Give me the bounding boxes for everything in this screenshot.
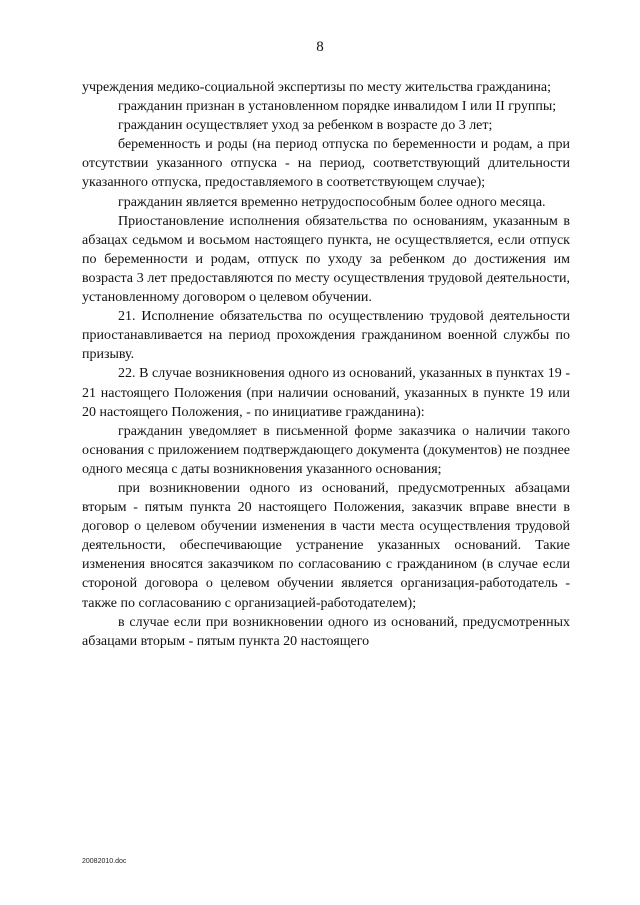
document-body: [82, 78, 570, 651]
paragraph-clause-22: 22. В случае возникновения одного из оснований, указанных в пунктах 19 - 21 настоящего Положения (при наличии оснований, указанных в пункте 19 или 20 настоящего Положения, - по инициативе гражданина):: [82, 366, 570, 420]
paragraph: Приостановление исполнения обязательства по основаниям, указанным в абзацах седьмом и восьмом настоящего пункта, не осуществляется, если отпуск по беременности и родам, отпуск по уходу за ребенком до достижения им возраста 3 лет предоставляются по месту осуществления трудовой деятельности, установленному договором о целевом обучении.: [82, 213, 570, 306]
footer-filename: 20082010.doc: [82, 858, 127, 865]
paragraph: в случае если при возникновении одного из оснований, предусмотренных абзацами вторым - пятым пункта 20 настоящего: [82, 614, 570, 649]
page-number: 8: [316, 39, 324, 55]
paragraph-continuation: учреждения медико-социальной экспертизы по месту жительства гражданина;: [82, 80, 552, 95]
paragraph-clause-21: 21. Исполнение обязательства по осуществлению трудовой деятельности приостанавливается на период прохождения гражданином военной службы по призыву.: [82, 309, 570, 363]
paragraph: гражданин уведомляет в письменной форме заказчика о наличии такого основания с приложением подтверждающего документа (документов) не позднее одного месяца с даты возникновения указанного основания;: [82, 423, 570, 477]
paragraph: гражданин является временно нетрудоспособным более одного месяца.: [118, 194, 546, 210]
paragraph: беременность и роды (на период отпуска по беременности и родам, а при отсутствии указанного отпуска - на период, соответствующий длительности указанного отпуска, предоставляемого в соответствующем случае);: [82, 137, 570, 191]
paragraph: гражданин осуществляет уход за ребенком в возрасте до 3 лет;: [118, 118, 493, 134]
paragraph: при возникновении одного из оснований, предусмотренных абзацами вторым - пятым пункта 20 настоящего Положения, заказчик вправе внести в договор о целевом обучении изменения в части места осуществления трудовой деятельности, обеспечивающие устранение указанных оснований. Такие изменения вносятся заказчиком по согласованию с гражданином (в случае если стороной договора о целевом обучении является организация-работодатель - также по согласованию с организацией-работодателем);: [82, 480, 570, 611]
paragraph: гражданин признан в установленном порядке инвалидом I или II группы;: [118, 99, 557, 115]
